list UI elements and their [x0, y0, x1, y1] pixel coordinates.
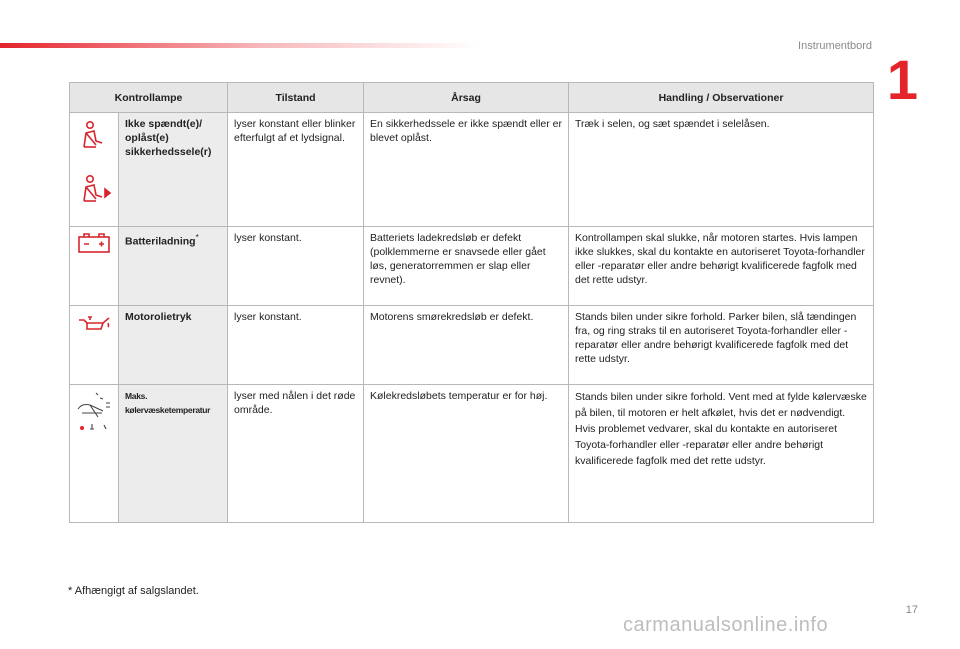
warning-lamps-table: [69, 82, 874, 523]
lamp-name: Ikke spændt(e)/ oplåst(e) sikkerhedssele(r): [119, 113, 228, 227]
table-row: [70, 385, 874, 523]
lamp-action: Stands bilen under sikre forhold. Parker bilen, slå tændingen fra, og ring straks til en autoriseret Toyota-forhandler eller -reparatør eller andre behørigt kvalificerede fagfolk med det rette udstyr.: [569, 306, 874, 385]
table-row: [70, 227, 874, 306]
col-header-cause: Årsag: [364, 83, 569, 113]
table-row: [70, 113, 874, 227]
lamp-icon-cell: [70, 306, 119, 385]
table-row: [70, 306, 874, 385]
battery-charge-icon: [76, 231, 112, 255]
lamp-icon-cell: [70, 227, 119, 306]
lamp-state: lyser konstant.: [228, 227, 364, 306]
seatbelt-warning-icon: [76, 117, 112, 217]
lamp-name-text: Batteriladning: [125, 235, 196, 248]
table-header-row: [70, 83, 874, 113]
lamp-action: Træk i selen, og sæt spændet i selelåsen.: [569, 113, 874, 227]
oil-pressure-icon: [76, 310, 112, 334]
lamp-icon-cell: [70, 385, 119, 523]
watermark: carmanualsonline.info: [623, 614, 829, 636]
chapter-number: 1: [886, 48, 918, 111]
lamp-cause: Kølekredsløbets temperatur er for høj.: [364, 385, 569, 523]
lamp-name: Maks. kølervæsketemperatur: [119, 385, 228, 523]
footnote: * Afhængigt af salgslandet.: [68, 585, 199, 597]
footnote-marker: *: [195, 233, 199, 242]
col-header-lamp: Kontrollampe: [70, 83, 228, 113]
lamp-cause: Motorens smørekredsløb er defekt.: [364, 306, 569, 385]
section-title: Instrumentbord: [798, 40, 872, 52]
col-header-action: Handling / Observationer: [569, 83, 874, 113]
lamp-action: Kontrollampen skal slukke, når motoren startes. Hvis lampen ikke slukkes, skal du kontakte en autoriseret Toyota-forhandler eller -reparatør eller andre behørigt kvalificerede fagfolk med det rette udstyr.: [569, 227, 874, 306]
header-accent-bar: [0, 43, 480, 48]
lamp-state: lyser konstant.: [228, 306, 364, 385]
lamp-name: [119, 227, 228, 306]
lamp-cause: En sikkerhedssele er ikke spændt eller er blevet oplåst.: [364, 113, 569, 227]
lamp-name: Motorolietryk: [119, 306, 228, 385]
col-header-state: Tilstand: [228, 83, 364, 113]
lamp-cause: Batteriets ladekredsløb er defekt (polklemmerne er snavsede eller gået løs, generatorremmen er slap eller revnet).: [364, 227, 569, 306]
lamp-state: lyser med nålen i det røde område.: [228, 385, 364, 523]
lamp-icon-cell: [70, 113, 119, 227]
lamp-action: Stands bilen under sikre forhold. Vent med at fylde kølervæske på bilen, til motoren er helt afkølet, hvis det er nødvendigt. Hvis problemet vedvarer, skal du kontakte en autoriseret Toyota-forhandler eller -reparatør eller andre behørigt kvalificerede fagfolk med det rette udstyr.: [569, 385, 874, 523]
coolant-temperature-icon: [76, 389, 112, 433]
page-number: 17: [905, 604, 918, 616]
lamp-state: lyser konstant eller blinker efterfulgt af et lydsignal.: [228, 113, 364, 227]
